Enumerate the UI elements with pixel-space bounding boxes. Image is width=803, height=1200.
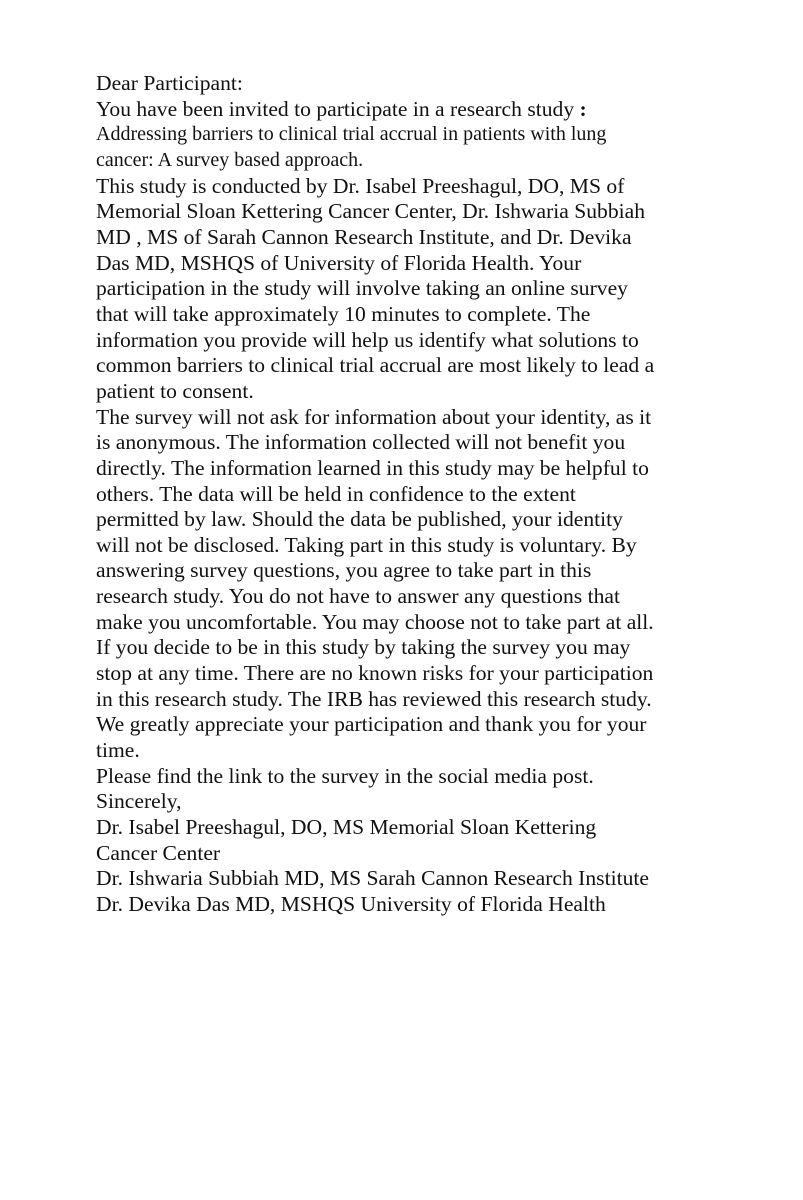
- paragraph-2-line: answering survey questions, you agree to take part in this: [96, 558, 592, 583]
- study-title-line: cancer: A survey based approach.: [96, 148, 364, 171]
- paragraph-1-line: information you provide will help us identify what solutions to: [96, 327, 639, 352]
- paragraph-1-line: patient to consent.: [96, 378, 254, 403]
- signature-line: Cancer Center: [96, 840, 221, 865]
- paragraph-2-line: is anonymous. The information collected will not benefit you: [96, 430, 626, 455]
- paragraph-2-line: make you uncomfortable. You may choose not to take part at all.: [96, 609, 654, 634]
- signature-line: Dr. Devika Das MD, MSHQS University of Florida Health: [96, 892, 606, 916]
- paragraph-2-line: If you decide to be in this study by taking the survey you may: [96, 635, 631, 660]
- survey-link-note: Please find the link to the survey in the social media post.: [96, 763, 594, 788]
- invite-text: You have been invited to participate in a research study: [96, 96, 580, 121]
- paragraph-2-line: research study. You do not have to answer any questions that: [96, 584, 620, 609]
- paragraph-2-line: will not be disclosed. Taking part in this study is voluntary. By: [96, 532, 637, 557]
- invite-line: [96, 97, 786, 123]
- paragraph-2-line: We greatly appreciate your participation and thank you for your: [96, 712, 647, 737]
- paragraph-2-line: in this research study. The IRB has reviewed this research study.: [96, 686, 652, 711]
- salutation: Dear Participant:: [96, 71, 243, 95]
- paragraph-1-line: Memorial Sloan Kettering Cancer Center, Dr. Ishwaria Subbiah: [96, 199, 646, 224]
- paragraph-2-line: others. The data will be held in confidence to the extent: [96, 481, 576, 506]
- paragraph-2-line: directly. The information learned in this study may be helpful to: [96, 455, 649, 480]
- paragraph-1-line: common barriers to clinical trial accrual are most likely to lead a: [96, 353, 655, 378]
- paragraph-1-line: MD , MS of Sarah Cannon Research Institute, and Dr. Devika: [96, 224, 632, 249]
- paragraph-1-line: Das MD, MSHQS of University of Florida Health. Your: [96, 250, 582, 275]
- invite-colon: :: [579, 96, 587, 121]
- letter-body: [96, 71, 786, 918]
- paragraph-2-line: The survey will not ask for information about your identity, as it: [96, 404, 652, 429]
- signature-line: Dr. Ishwaria Subbiah MD, MS Sarah Cannon Research Institute: [96, 866, 649, 891]
- paragraph-2-line: permitted by law. Should the data be published, your identity: [96, 507, 623, 532]
- closing: Sincerely,: [96, 789, 182, 814]
- paragraph-1-line: This study is conducted by Dr. Isabel Preeshagul, DO, MS of: [96, 173, 625, 198]
- paragraph-1-line: participation in the study will involve taking an online survey: [96, 276, 628, 301]
- paragraph-1-line: that will take approximately 10 minutes to complete. The: [96, 301, 591, 326]
- paragraph-2-line: stop at any time. There are no known risks for your participation: [96, 661, 654, 686]
- paragraph-2-line: time.: [96, 738, 140, 763]
- study-title-line: Addressing barriers to clinical trial accrual in patients with lung: [96, 123, 607, 146]
- signature-line: Dr. Isabel Preeshagul, DO, MS Memorial Sloan Kettering: [96, 815, 597, 840]
